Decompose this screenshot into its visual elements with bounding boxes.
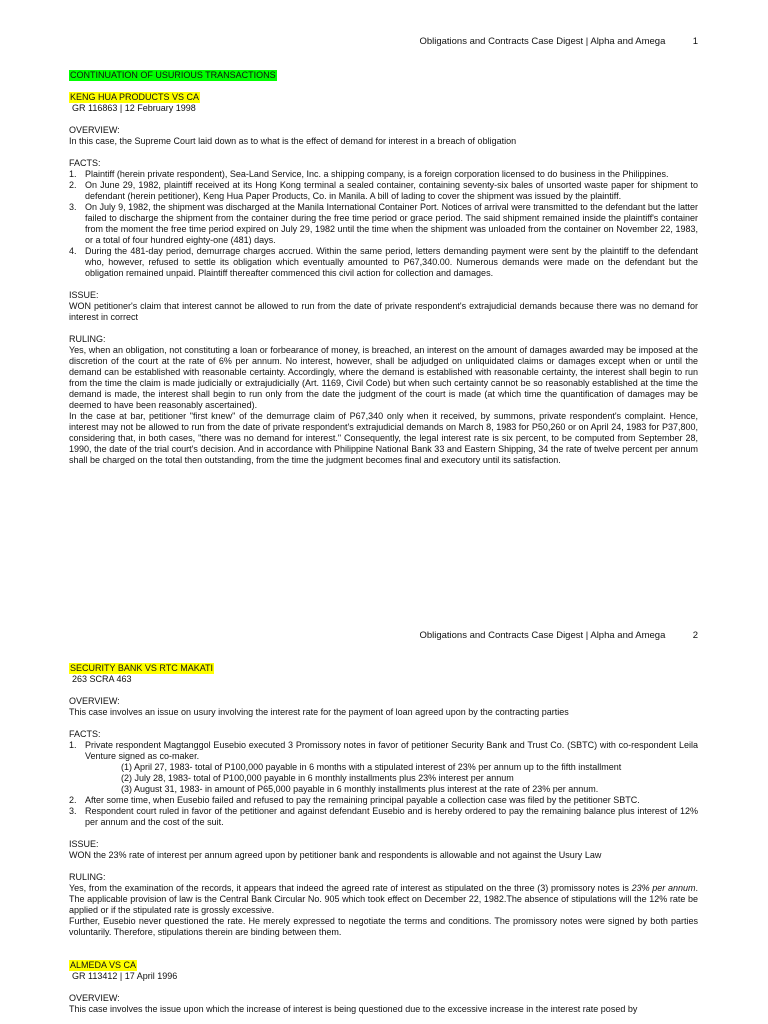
case-title: SECURITY BANK VS RTC MAKATI [70,663,214,673]
page-number: 2 [692,630,698,641]
ruling-label: RULING: [69,872,106,882]
facts-label: FACTS: [69,729,101,739]
issue-label: ISSUE: [69,839,99,849]
ruling-paragraph: Yes, from the examination of the records, it appears that indeed the agreed rate of interest as stipulated on the three (3) promissory notes is 23% per annum. The applicable provision of law is the Central Bank Circular No. 905 which took effect on December 22, 1982.The absence of stipulations will the 12% rate be applied or if the stipulated rate is grossly excessive. [69,883,698,915]
fact-sub-item: (2) July 28, 1983- total of P100,000 payable in 6 monthly installments plus 23% interest per annum [121,773,514,783]
ruling-paragraph: Further, Eusebio never questioned the rate. He merely expressed to negotiate the terms and conditions. The promissory notes were signed by both parties voluntarily. Therefore, stipulations therein are binding between them. [69,916,698,937]
ruling-label: RULING: [69,334,106,344]
page-2-content [69,663,698,1015]
overview-text: This case involves the issue upon which the increase of interest is being questioned due to the excessive increase in the interest rate posed by [69,1004,638,1014]
case-reference: GR 113412 | 17 April 1996 [72,971,178,981]
overview-text: This case involves an issue on usury involving the interest rate for the payment of loan agreed upon by the contracting parties [69,707,569,717]
fact-item: 4. During the 481-day period, demurrage charges accrued. Within the same period, letters demanding payment were sent by the plaintiff to the defendant who, however, refused to settle its obligation which eventually amounted to P67,340.00. Numerous demands were made on the defendant but the obligation remained unpaid. Plaintiff thereafter commenced this civil action for collection and damages. [69,246,698,278]
fact-sub-item: (1) April 27, 1983- total of P100,000 payable in 6 months with a stipulated interest of 23% per annum up to the fifth installment [121,762,622,772]
issue-text: WON petitioner's claim that interest cannot be allowed to run from the date of private respondent's extrajudicial demands because there was no demand for interest in correct [69,301,698,322]
fact-item: 2. After some time, when Eusebio failed and refused to pay the remaining principal payable a collection case was filed by the petitioner SBTC. [69,795,640,805]
ruling-paragraph: In the case at bar, petitioner "first knew" of the demurrage claim of P67,340 only when it received, by summons, private respondent's complaint. Hence, interest may not be allowed to run from the date of private respondent's extrajudicial demands on March 8, 1983 for P50,260 or on April 24, 1983 for P37,800, considering that, in both cases, "there was no demand for interest." Consequently, the legal interest rate is six percent, to be computed from September 28, 1990, the date of the trial court's decision. And in accordance with Philippine National Bank 33 and Eastern Shipping, 34 the rate of twelve percent per annum shall be charged on the total then outstanding, from the time the judgment becomes final and executory until its satisfaction. [69,411,698,465]
issue-label: ISSUE: [69,290,99,300]
overview-label: OVERVIEW: [69,993,120,1003]
case-title: ALMEDA VS CA [70,960,137,970]
overview-label: OVERVIEW: [69,696,120,706]
issue-text: WON the 23% rate of interest per annum agreed upon by petitioner bank and respondents is allowable and not against the Usury Law [69,850,602,860]
overview-text: In this case, the Supreme Court laid down as to what is the effect of demand for interest in a breach of obligation [69,136,517,146]
page-header [419,630,698,641]
fact-item: 1. Plaintiff (herein private respondent), Sea-Land Service, Inc. a shipping company, is a foreign corporation licensed to do business in the Philippines. [69,169,669,179]
case-reference: 263 SCRA 463 [72,674,132,684]
fact-item: 3. On July 9, 1982, the shipment was discharged at the Manila International Container Port. Notices of arrival were transmitted to the defendant but the latter failed to discharge the shipment from the container during the free time period or grace period. The said shipment remained inside the plaintiff's container from the moment the free time period expired on July 29, 1982 until the time when the shipment was unloaded from the container on November 22, 1983, or a total of four hundred eighty-one (481) days. [69,202,698,245]
page-number: 1 [692,36,698,47]
facts-list [69,740,698,828]
fact-item: 3. Respondent court ruled in favor of the petitioner and against defendant Eusebio and is hereby ordered to pay the remaining balance plus interest of 12% per annum and the cost of the suit. [69,806,698,827]
case-title: KENG HUA PRODUCTS VS CA [70,92,200,102]
header-text: Obligations and Contracts Case Digest | Alpha and Amega [419,36,666,47]
facts-label: FACTS: [69,158,101,168]
section-heading: CONTINUATION OF USURIOUS TRANSACTIONS [70,70,276,80]
header-text: Obligations and Contracts Case Digest | Alpha and Amega [419,630,666,641]
case-reference: GR 116863 | 12 February 1998 [72,103,196,113]
page-2 [0,622,768,1024]
fact-sub-item: (3) August 31, 1983- in amount of P65,000 payable in 6 monthly installments plus interest at the rate of 23% per annum. [121,784,599,794]
page-header [419,36,698,47]
page-1-content [69,70,698,466]
fact-item: 1. Private respondent Magtanggol Eusebio executed 3 Promissory notes in favor of petitioner Security Bank and Trust Co. (SBTC) with co-respondent Leila Venture signed as co-maker. (1) April 27, 1983- total of P100,000 payable in 6 months with a stipulated interest of 23% per annum up to the fifth installment (2) July 28, 1983- total of P100,000 payable in 6 monthly installments plus 23% interest per annum (3) August 31, 1983- in amount of P65,000 payable in 6 monthly installments plus interest at the rate of 23% per annum. [69,740,698,794]
ruling-paragraph: Yes, when an obligation, not constituting a loan or forbearance of money, is breached, an interest on the amount of damages awarded may be imposed at the discretion of the court at the rate of 6% per annum. No interest, however, shall be adjudged on unliquidated claims or damages except when or until the demand can be established with reasonable certainty. Accordingly, where the demand is established with reasonable certainty, the interest shall begin to run from the time the claim is made judicially or extrajudicially (Art. 1169, Civil Code) but when such certainty cannot be so reasonably established at the time the demand is made, the interest shall begin to run only from the date the judgment of the court is made (at which time the quantification of damages may be deemed to have been reasonably ascertained). [69,345,698,410]
emphasized-rate: 23% per annum [631,883,696,893]
facts-list [69,169,698,279]
fact-item: 2. On June 29, 1982, plaintiff received at its Hong Kong terminal a sealed container, containing seventy-six bales of unsorted waste paper for shipment to defendant (herein petitioner), Keng Hua Paper Products, Co. in Manila. A bill of lading to cover the shipment was issued by the plaintiff. [69,180,698,201]
overview-label: OVERVIEW: [69,125,120,135]
